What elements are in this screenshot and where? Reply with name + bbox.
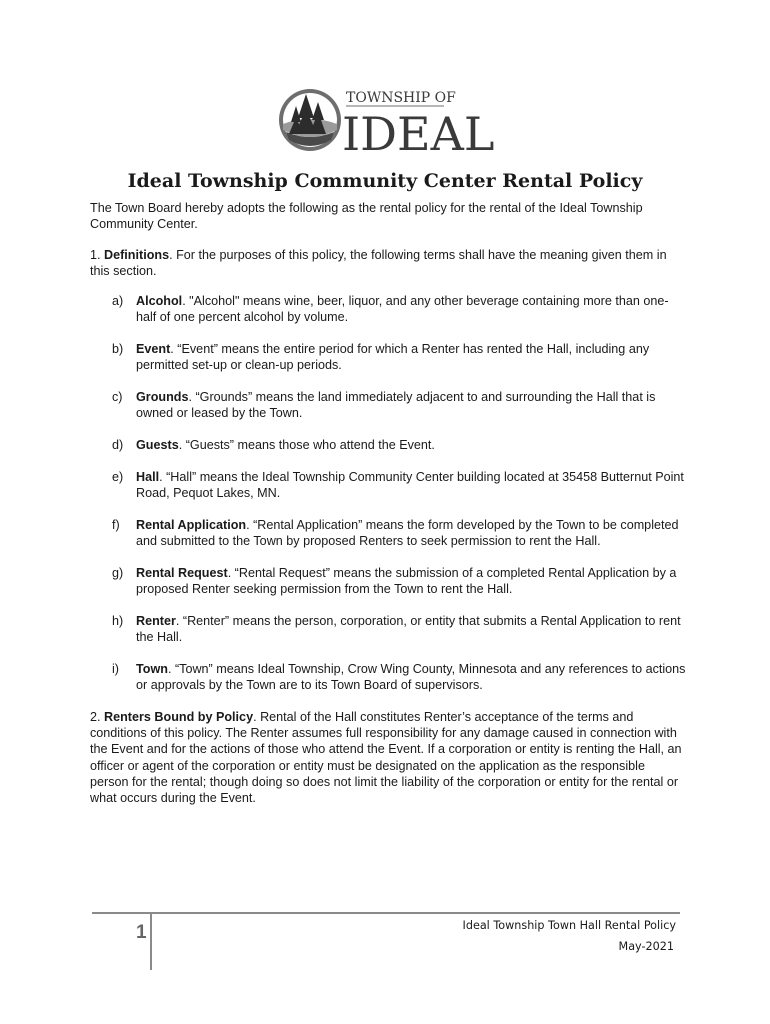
definition-text: . “Renter” means the person, corporation, or entity that submits a Rental Application to rent the Hall. — [136, 613, 681, 645]
definition-term: Event — [136, 342, 171, 357]
definition-text: . “Hall” means the Ideal Township Community Center building located at 35458 Butternut Point Road, Pequot Lakes, MN. — [136, 469, 684, 501]
definition-term: Guests — [136, 438, 179, 453]
page-number: 1 — [136, 922, 147, 943]
definition-term: Town — [136, 661, 168, 676]
township-logo — [276, 84, 496, 156]
section-text: . Rental of the Hall constitutes Renter’s acceptance of the terms and conditions of this policy. The Renter assumes full responsibility for any damage caused in connection with the Event and for the actions of those who attend the Event. If a corporation or entity is renting the Hall, an officer or agent of the corporation or entity must be designated on the application as the responsible person for the rental; though doing so does not limit the liability of the corporation or entity for the rental or what occurs during the Event. — [90, 709, 682, 806]
svg-text:IDEAL: IDEAL — [342, 107, 495, 156]
definition-term: Rental Application — [136, 517, 247, 532]
definition-text: . “Town” means Ideal Township, Crow Wing County, Minnesota and any references to actions or approvals by the Town are to its Town Board of supervisors. — [136, 661, 686, 693]
policy-body — [90, 200, 686, 807]
definition-text: . “Guests” means those who attend the Event. — [178, 438, 435, 453]
list-item — [90, 565, 686, 598]
footer-divider — [150, 914, 152, 970]
list-letter: i) — [112, 661, 119, 676]
list-letter: b) — [112, 342, 124, 357]
list-item — [90, 613, 686, 646]
list-item — [90, 661, 686, 694]
section-heading: Definitions — [104, 247, 170, 262]
footer-date: May-2021 — [618, 940, 674, 953]
section-text: . For the purposes of this policy, the following terms shall have the meaning given them in this section. — [90, 247, 667, 278]
definitions-list — [90, 293, 686, 693]
section-number: 2. — [90, 709, 101, 724]
section-renters-bound — [90, 709, 686, 807]
page-footer — [92, 912, 680, 972]
list-item — [90, 389, 686, 422]
definition-text: . "Alcohol" means wine, beer, liquor, and any other beverage containing more than one-half of one percent alcohol by volume. — [136, 294, 669, 325]
list-letter: f) — [112, 517, 120, 532]
svg-text:TOWNSHIP OF: TOWNSHIP OF — [346, 90, 456, 106]
definition-text: . “Rental Request” means the submission of a completed Rental Application by a proposed Renter seeking permission from the Town to rent the Hall. — [136, 565, 677, 597]
definition-text: . “Event” means the entire period for which a Renter has rented the Hall, including any permitted set-up or clean-up periods. — [136, 342, 650, 373]
footer-doc-title: Ideal Township Town Hall Rental Policy — [462, 919, 676, 932]
list-item — [90, 293, 686, 326]
definition-term: Rental Request — [136, 565, 228, 580]
definition-term: Renter — [136, 613, 176, 628]
section-definitions — [90, 247, 686, 280]
page-title: Ideal Township Community Center Rental Policy — [127, 170, 643, 192]
definition-text: . “Rental Application” means the form developed by the Town to be completed and submitted to the Town by proposed Renters to seek permission to rent the Hall. — [136, 517, 679, 549]
section-heading: Renters Bound by Policy — [104, 709, 254, 724]
list-item — [90, 469, 686, 502]
definition-term: Hall — [136, 469, 160, 484]
section-number: 1. — [90, 247, 101, 262]
list-item — [90, 437, 686, 453]
definition-text: . “Grounds” means the land immediately adjacent to and surrounding the Hall that is owned or leased by the Town. — [136, 390, 656, 421]
intro-paragraph: The Town Board hereby adopts the following as the rental policy for the rental of the Ideal Township Community Center. — [90, 201, 643, 232]
list-letter: g) — [112, 565, 124, 580]
list-letter: a) — [112, 294, 124, 309]
list-letter: h) — [112, 613, 124, 628]
list-letter: c) — [112, 390, 123, 405]
list-letter: d) — [112, 438, 124, 453]
list-item — [90, 341, 686, 374]
list-item — [90, 517, 686, 550]
definition-term: Grounds — [136, 390, 189, 405]
list-letter: e) — [112, 469, 124, 484]
definition-term: Alcohol — [136, 294, 183, 309]
